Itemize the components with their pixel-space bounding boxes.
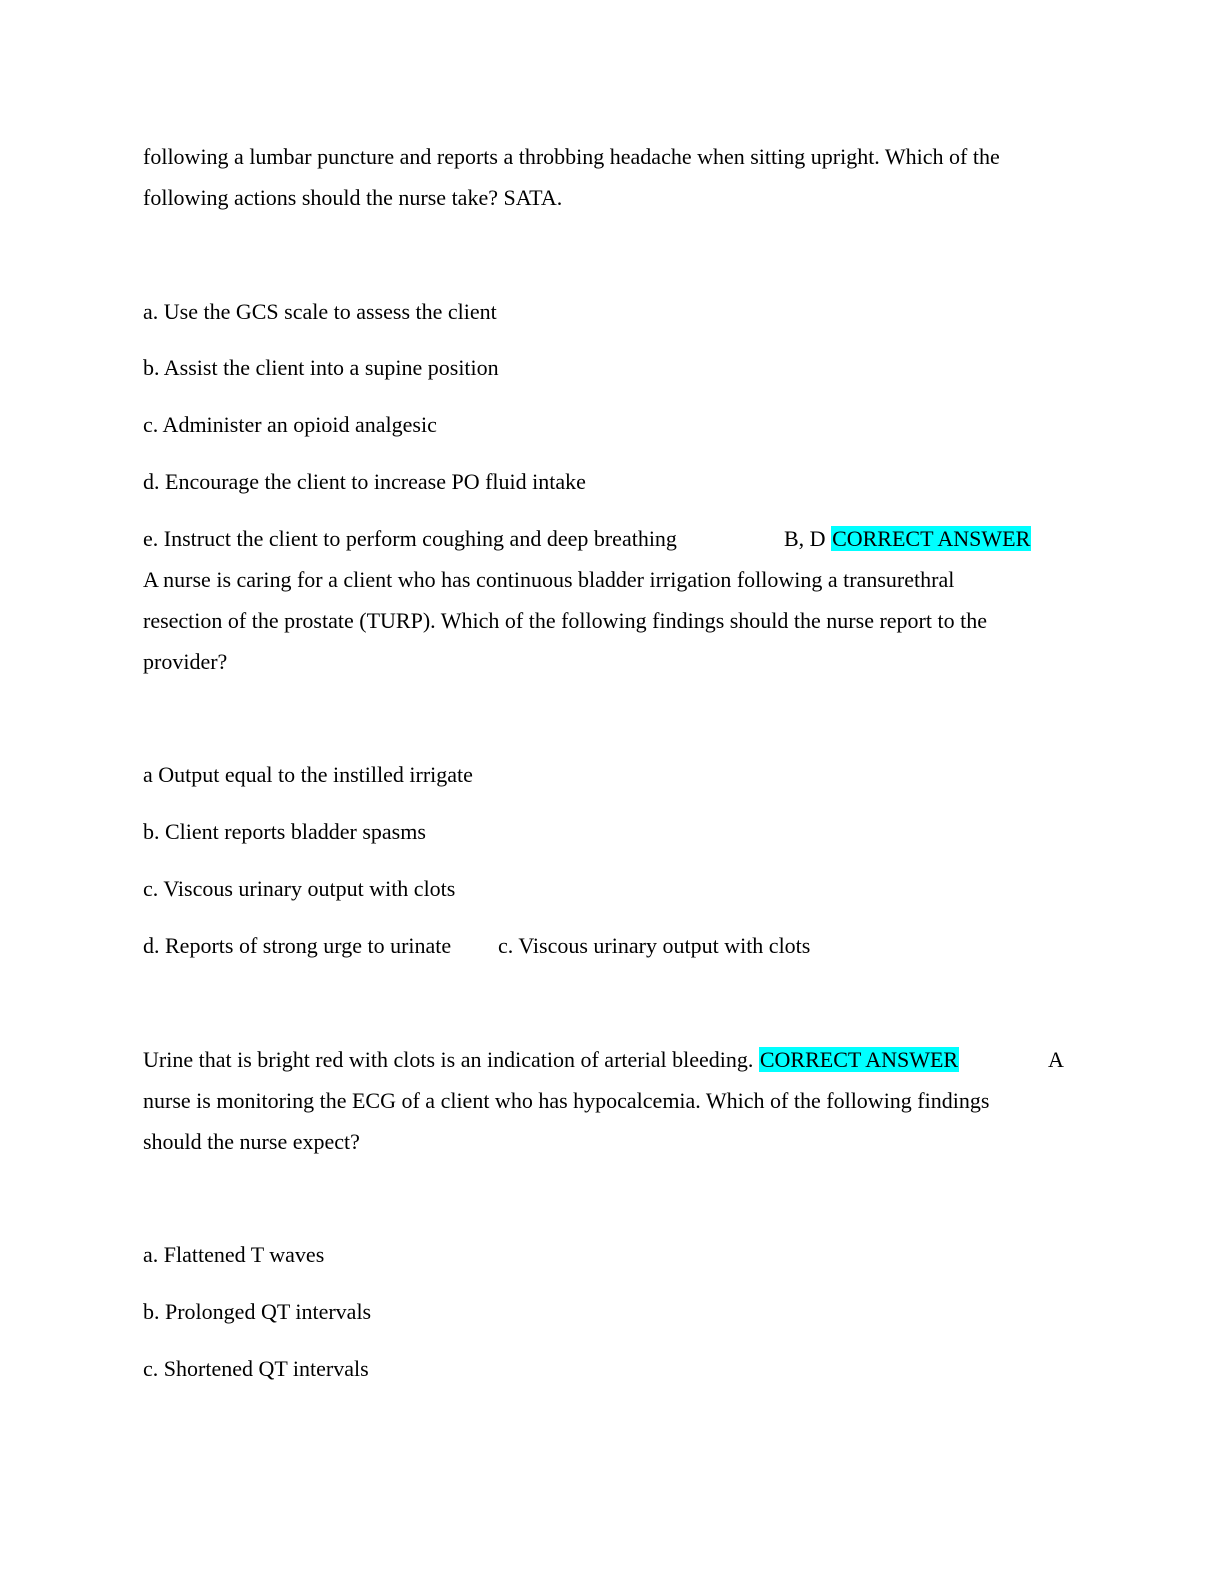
q3-stem-line-3: should the nurse expect? bbox=[143, 1129, 360, 1154]
q3-option-b: b. Prolonged QT intervals bbox=[143, 1299, 372, 1324]
q3-stem-start: A bbox=[1048, 1047, 1064, 1072]
q2-rationale: Urine that is bright red with clots is an indication of arterial bleeding. bbox=[143, 1047, 754, 1072]
q1-option-e: e. Instruct the client to perform coughing and deep breathing bbox=[143, 526, 677, 551]
q1-option-a: a. Use the GCS scale to assess the client bbox=[143, 299, 497, 324]
q2-option-d: d. Reports of strong urge to urinate bbox=[143, 933, 452, 958]
q2-stem-line-2: resection of the prostate (TURP). Which of the following findings should the nurse report to the bbox=[143, 608, 987, 633]
q3-stem-line-2: nurse is monitoring the ECG of a client who has hypocalcemia. Which of the following findings bbox=[143, 1088, 990, 1113]
q1-answer-line bbox=[784, 526, 1031, 552]
q1-option-c: c. Administer an opioid analgesic bbox=[143, 412, 437, 437]
q1-stem-line-1: following a lumbar puncture and reports a throbbing headache when sitting upright. Which of the bbox=[143, 144, 1000, 169]
q3-option-c: c. Shortened QT intervals bbox=[143, 1356, 369, 1381]
q3-option-a: a. Flattened T waves bbox=[143, 1242, 325, 1267]
q2-stem-line-3: provider? bbox=[143, 649, 228, 674]
q1-answer: B, D bbox=[784, 526, 826, 551]
q2-correct-answer-tag: CORRECT ANSWER bbox=[759, 1047, 959, 1072]
q1-option-b: b. Assist the client into a supine position bbox=[143, 355, 499, 380]
q2-option-b: b. Client reports bladder spasms bbox=[143, 819, 426, 844]
q1-option-d: d. Encourage the client to increase PO fluid intake bbox=[143, 469, 586, 494]
q2-answer: c. Viscous urinary output with clots bbox=[498, 933, 811, 958]
q2-option-c: c. Viscous urinary output with clots bbox=[143, 876, 456, 901]
q2-stem-line-1: A nurse is caring for a client who has continuous bladder irrigation following a transurethral bbox=[143, 567, 955, 592]
q1-correct-answer-tag: CORRECT ANSWER bbox=[832, 526, 1031, 551]
q2-option-a: a Output equal to the instilled irrigate bbox=[143, 762, 473, 787]
q1-stem-line-2: following actions should the nurse take? SATA. bbox=[143, 185, 563, 210]
q2-rationale-line bbox=[143, 1047, 959, 1073]
